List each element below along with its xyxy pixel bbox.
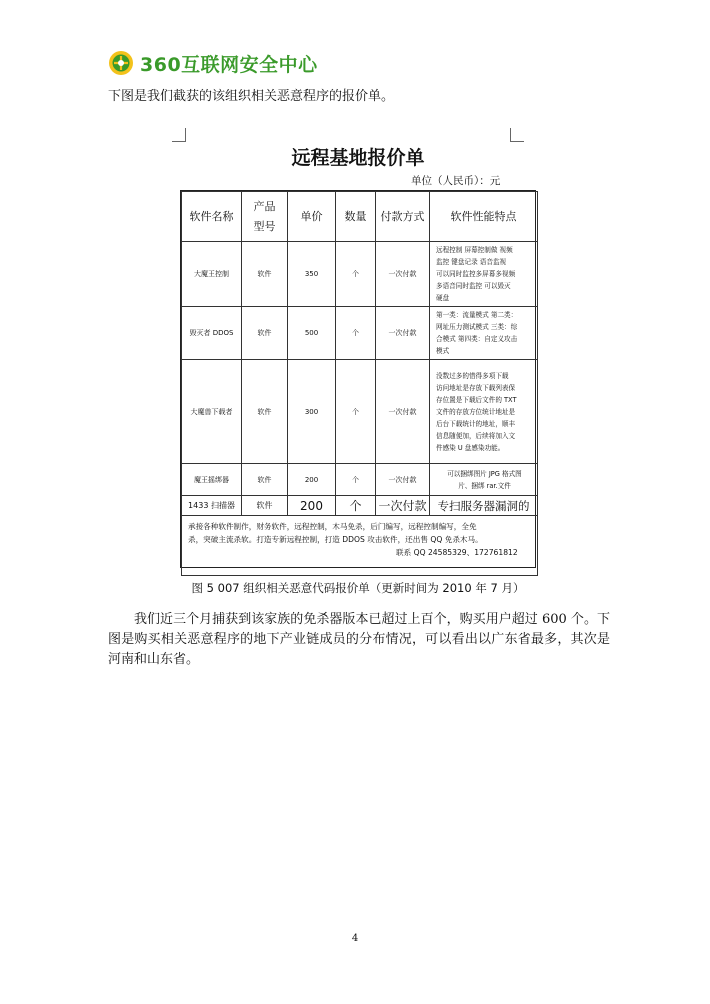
quote-table bbox=[181, 191, 538, 576]
feature-line: 可以同时监控多屏幕多视频 bbox=[436, 270, 516, 278]
unit-price: 200 bbox=[288, 496, 336, 516]
body-paragraph: 我们近三个月捕获到该家族的免杀器版本已超过上百个，购买用户超过 600 个。下图是购买相关恶意程序的地下产业链成员的分布情况，可以看出以广东省最多，其次是河南和山东省。 bbox=[108, 612, 610, 667]
payment-method: 一次付款 bbox=[376, 242, 430, 307]
header-cell: 数量 bbox=[336, 192, 376, 242]
crop-mark-top-right bbox=[510, 128, 524, 142]
unit-price: 300 bbox=[288, 360, 336, 464]
product-model: 软件 bbox=[242, 307, 288, 360]
figure-caption: 图 5 007 组织相关恶意代码报价单（更新时间为 2010 年 7 月） bbox=[191, 581, 525, 595]
intro-text: 下图是我们截获的该组织相关恶意程序的报价单。 bbox=[108, 89, 395, 104]
feature-line: 后台下载统计的地址，顺丰 bbox=[436, 419, 516, 428]
quantity: 个 bbox=[336, 307, 376, 360]
header-cell: 软件性能特点 bbox=[430, 192, 538, 242]
header-cell-text: 产品型号 bbox=[253, 199, 276, 233]
feature-line: 第一类：流量模式 第二类： bbox=[436, 311, 518, 319]
unit-price: 200 bbox=[288, 464, 336, 496]
logo-text: 360互联网安全中心 bbox=[140, 53, 318, 76]
contact-qq: 联系 QQ 24585329、172761812 bbox=[396, 548, 518, 557]
feature-line: 远程控制 屏幕控制做 视频 bbox=[436, 246, 513, 254]
table-row bbox=[182, 242, 538, 307]
product-model: 软件 bbox=[242, 464, 288, 496]
unit-price: 350 bbox=[288, 242, 336, 307]
table-row bbox=[182, 307, 538, 360]
features: 专扫服务器漏洞的 bbox=[430, 496, 538, 516]
feature-line: 监控 键盘记录 语音监视 bbox=[436, 258, 507, 266]
payment-method: 一次付款 bbox=[376, 360, 430, 464]
product-model: 软件 bbox=[242, 242, 288, 307]
payment-method: 一次付款 bbox=[376, 496, 430, 516]
software-name: 毁灭者 DDOS bbox=[182, 307, 242, 360]
software-name: 大魔兽下载者 bbox=[182, 360, 242, 464]
header-cell bbox=[242, 192, 288, 242]
note-line: 杀，突破主流杀软。打造专新远程控制，打造 DDOS 攻击软件，还出售 QQ 免杀木马。 bbox=[188, 535, 483, 544]
feature-line: 合模式 第四类：自定义攻击 bbox=[436, 335, 518, 343]
feature-line: 没数过多的惜得多项下载 bbox=[436, 371, 509, 380]
header-logo bbox=[108, 48, 318, 78]
quote-table-frame bbox=[180, 190, 536, 568]
software-name: 1433 扫描器 bbox=[182, 496, 242, 516]
feature-line: 信息随便加，后续将加入文 bbox=[436, 431, 516, 440]
header-cell: 单价 bbox=[288, 192, 336, 242]
currency-unit: 单位（人民币）：元 bbox=[411, 175, 501, 187]
product-model: 软件 bbox=[242, 360, 288, 464]
feature-line: 多语音同时监控 可以毁灭 bbox=[436, 282, 511, 290]
features bbox=[430, 360, 538, 464]
feature-line: 可以捆绑图片 JPG 格式图 bbox=[447, 469, 522, 478]
quantity: 个 bbox=[336, 360, 376, 464]
unit-price: 500 bbox=[288, 307, 336, 360]
features bbox=[430, 242, 538, 307]
feature-line: 片、捆绑 rar.文件 bbox=[458, 481, 511, 490]
feature-line: 件感染 U 盘感染功能。 bbox=[436, 443, 505, 452]
table-row bbox=[182, 360, 538, 464]
note-line: 承接各种软件制作，财务软件，远程控制，木马免杀，后门编写，远程控制编写，全免 bbox=[188, 522, 477, 531]
quantity: 个 bbox=[336, 496, 376, 516]
features bbox=[430, 307, 538, 360]
payment-method: 一次付款 bbox=[376, 307, 430, 360]
product-model: 软件 bbox=[242, 496, 288, 516]
feature-line: 模式 bbox=[436, 347, 450, 355]
header-cell: 软件名称 bbox=[182, 192, 242, 242]
feature-line: 存位置是下载后文件的 TXT bbox=[436, 395, 517, 404]
feature-line: 网址压力测试模式 三类：综 bbox=[436, 323, 518, 331]
table-row bbox=[182, 496, 538, 516]
header-cell: 付款方式 bbox=[376, 192, 430, 242]
software-name: 魔王摇绑器 bbox=[182, 464, 242, 496]
feature-line: 访问地址是存放下载列表保 bbox=[436, 383, 516, 392]
table-header-row bbox=[182, 192, 538, 242]
software-name: 大魔王控制 bbox=[182, 242, 242, 307]
quantity: 个 bbox=[336, 464, 376, 496]
page-number: 4 bbox=[351, 933, 359, 944]
quantity: 个 bbox=[336, 242, 376, 307]
payment-method: 一次付款 bbox=[376, 464, 430, 496]
feature-line: 文件的存放方位统计地址是 bbox=[436, 407, 516, 416]
features bbox=[430, 464, 538, 496]
service-note bbox=[182, 516, 538, 576]
table-row bbox=[182, 464, 538, 496]
feature-line: 硬盘 bbox=[436, 294, 450, 302]
crop-mark-top-left bbox=[172, 128, 186, 142]
table-note-row bbox=[182, 516, 538, 576]
quote-title: 远程基地报价单 bbox=[291, 147, 425, 169]
360-shield-icon bbox=[108, 50, 134, 76]
